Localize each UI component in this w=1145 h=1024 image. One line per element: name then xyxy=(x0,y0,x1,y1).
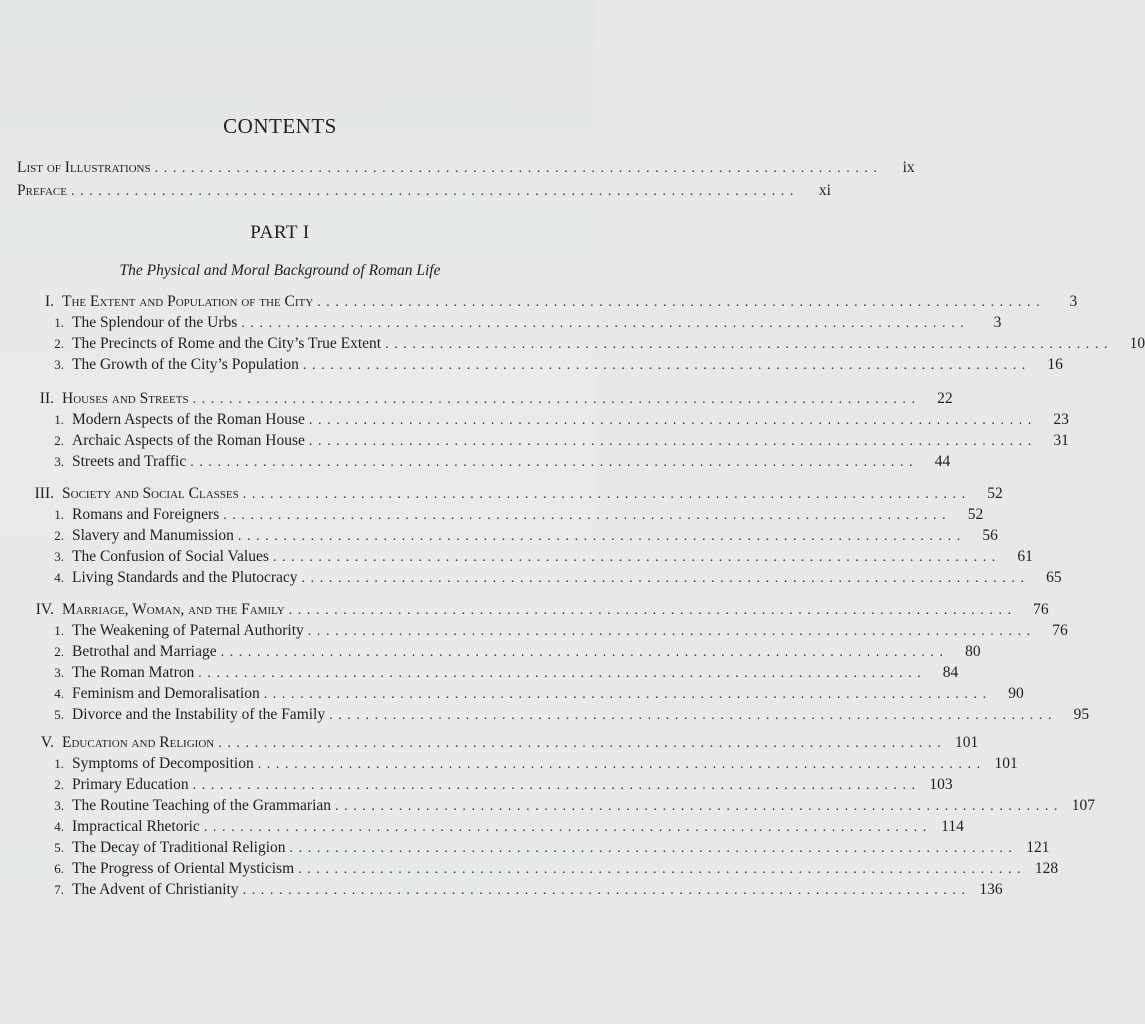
section-title: The Routine Teaching of the Grammarian xyxy=(72,797,332,814)
page-number: 3 xyxy=(993,314,1002,331)
section-number: 3. xyxy=(54,798,64,813)
page-number: 61 xyxy=(1017,548,1033,565)
section-title: Archaic Aspects of the Roman House xyxy=(72,432,305,449)
section-title: Modern Aspects of the Roman House xyxy=(72,411,305,428)
section-title: Betrothal and Marriage xyxy=(72,643,217,660)
chapter-number: III. xyxy=(34,485,54,502)
section-number: 4. xyxy=(54,686,64,701)
chapter-row[interactable] xyxy=(8,484,1003,504)
section-row[interactable] xyxy=(0,705,1090,725)
leader-dots: ................................................................................ xyxy=(272,550,1001,565)
leader-dots: ................................................................................ xyxy=(257,757,986,772)
leader-dots: ................................................................................ xyxy=(385,337,1114,352)
front-matter-row[interactable] xyxy=(17,181,831,201)
leader-dots: ................................................................................ xyxy=(237,529,966,544)
entry-title: List of Illustrations xyxy=(17,159,151,176)
section-row[interactable] xyxy=(0,663,959,683)
chapter-number: I. xyxy=(44,293,54,310)
leader-dots: ................................................................................ xyxy=(192,778,921,793)
chapter-row[interactable] xyxy=(8,292,1078,312)
chapter-row[interactable] xyxy=(8,389,953,409)
page-number: 121 xyxy=(1026,839,1050,856)
page-number: 56 xyxy=(982,527,998,544)
page-number: 128 xyxy=(1034,860,1059,877)
leader-dots: ................................................................................ xyxy=(301,571,1030,586)
section-number: 4. xyxy=(54,819,64,834)
page-number: 31 xyxy=(1053,432,1069,449)
section-title: The Advent of Christianity xyxy=(72,881,239,898)
section-title: The Progress of Oriental Mysticism xyxy=(72,860,295,877)
chapter-number: V. xyxy=(40,734,54,751)
leader-dots: ................................................................................ xyxy=(223,508,952,523)
page-number: 103 xyxy=(929,776,953,793)
part-heading: PART I xyxy=(250,222,310,243)
page-number: 101 xyxy=(994,755,1018,772)
page-number: 76 xyxy=(1052,622,1068,639)
page-number: 80 xyxy=(965,643,981,660)
page-number: 114 xyxy=(941,818,964,835)
leader-dots: ................................................................................ xyxy=(308,434,1037,449)
section-row[interactable] xyxy=(0,355,1063,375)
entry-title: Preface xyxy=(17,182,67,199)
leader-dots: ................................................................................ xyxy=(242,883,971,898)
section-number: 1. xyxy=(54,756,64,771)
leader-dots: ................................................................................ xyxy=(288,603,1017,618)
section-number: 3. xyxy=(54,454,64,469)
page-number: 52 xyxy=(967,506,984,523)
leader-dots: ................................................................................ xyxy=(190,455,919,470)
section-title: The Roman Matron xyxy=(72,664,195,681)
section-title: Symptoms of Decomposition xyxy=(72,755,254,772)
leader-dots: ................................................................................ xyxy=(317,295,1046,310)
section-row[interactable] xyxy=(0,775,953,795)
section-row[interactable] xyxy=(0,796,1096,816)
section-row[interactable] xyxy=(0,547,1033,567)
section-number: 3. xyxy=(54,549,64,564)
page-number: 65 xyxy=(1046,569,1062,586)
chapter-row[interactable] xyxy=(8,600,1049,620)
chapter-title: Marriage, Woman, and the Family xyxy=(62,601,285,618)
section-number: 7. xyxy=(54,882,64,897)
section-number: 2. xyxy=(54,336,64,351)
page-number: 52 xyxy=(987,485,1003,502)
section-number: 1. xyxy=(54,623,64,638)
section-title: Primary Education xyxy=(72,776,189,793)
section-number: 2. xyxy=(54,777,64,792)
page-number: 22 xyxy=(937,390,953,407)
section-title: Streets and Traffic xyxy=(72,453,187,470)
leader-dots: ................................................................................ xyxy=(203,820,932,835)
section-row[interactable] xyxy=(0,684,1024,704)
page-number: 95 xyxy=(1073,706,1090,723)
section-number: 5. xyxy=(54,840,64,855)
page-number: 3 xyxy=(1069,293,1078,310)
section-number: 1. xyxy=(54,315,64,330)
section-title: The Weakening of Paternal Authority xyxy=(72,622,304,639)
page-number: 107 xyxy=(1071,797,1096,814)
page-number: 23 xyxy=(1053,411,1069,428)
section-title: Feminism and Demoralisation xyxy=(72,685,260,702)
page-number: 136 xyxy=(979,881,1003,898)
leader-dots: ................................................................................ xyxy=(302,358,1031,373)
section-row[interactable] xyxy=(0,880,1003,900)
section-number: 5. xyxy=(54,707,64,722)
section-row[interactable] xyxy=(0,410,1069,430)
leader-dots: ................................................................................ xyxy=(192,392,921,407)
section-title: Living Standards and the Plutocracy xyxy=(72,569,298,586)
section-row[interactable] xyxy=(0,568,1062,588)
leader-dots: ................................................................................ xyxy=(241,316,970,331)
chapter-number: IV. xyxy=(35,601,54,618)
page-number: xi xyxy=(818,182,831,199)
leader-dots: ................................................................................ xyxy=(308,413,1037,428)
section-title: The Splendour of the Urbs xyxy=(72,314,238,331)
section-row[interactable] xyxy=(0,526,998,546)
section-title: Divorce and the Instability of the Family xyxy=(72,706,326,723)
leader-dots: ................................................................................ xyxy=(289,841,1018,856)
section-title: Slavery and Manumission xyxy=(72,527,234,544)
leader-dots: ................................................................................ xyxy=(198,666,927,681)
chapter-title: The Extent and Population of the City xyxy=(62,293,314,310)
leader-dots: ................................................................................ xyxy=(307,624,1036,639)
page-number: 101 xyxy=(954,734,979,751)
section-row[interactable] xyxy=(0,334,1145,354)
section-row[interactable] xyxy=(0,859,1059,879)
page-number: 90 xyxy=(1008,685,1024,702)
section-row[interactable] xyxy=(0,452,951,472)
section-title: The Decay of Traditional Religion xyxy=(72,839,286,856)
leader-dots: ................................................................................ xyxy=(298,862,1027,877)
page-number: 44 xyxy=(934,453,951,470)
chapter-title: Society and Social Classes xyxy=(62,485,239,502)
page-number: 76 xyxy=(1033,601,1049,618)
section-number: 3. xyxy=(54,665,64,680)
chapter-title: Houses and Streets xyxy=(62,390,189,407)
front-matter-row[interactable] xyxy=(17,158,915,178)
leader-dots: ................................................................................ xyxy=(242,487,971,502)
page-number: ix xyxy=(902,159,915,176)
leader-dots: ................................................................................ xyxy=(70,184,799,199)
section-row[interactable] xyxy=(0,754,1018,774)
section-title: Impractical Rhetoric xyxy=(72,818,200,835)
contents-heading: CONTENTS xyxy=(223,114,337,138)
section-row[interactable] xyxy=(0,642,981,662)
section-number: 2. xyxy=(54,644,64,659)
page-number: 10 xyxy=(1129,335,1145,352)
section-title: The Confusion of Social Values xyxy=(72,548,269,565)
section-row[interactable] xyxy=(0,313,1002,333)
leader-dots: ................................................................................ xyxy=(263,687,992,702)
section-title: The Growth of the City’s Population xyxy=(72,356,299,373)
section-number: 6. xyxy=(54,861,64,876)
section-row[interactable] xyxy=(0,505,984,525)
section-row[interactable] xyxy=(0,817,964,837)
section-title: The Precincts of Rome and the City’s True Extent xyxy=(72,335,382,352)
section-number: 2. xyxy=(54,433,64,448)
section-number: 1. xyxy=(54,412,64,427)
page-number: 84 xyxy=(942,664,959,681)
section-row[interactable] xyxy=(0,431,1069,451)
section-number: 3. xyxy=(54,357,64,372)
part-subtitle: The Physical and Moral Background of Roman Life xyxy=(119,262,441,279)
chapter-title: Education and Religion xyxy=(62,734,215,751)
leader-dots: ................................................................................ xyxy=(218,736,947,751)
leader-dots: ................................................................................ xyxy=(154,161,883,176)
page-number: 16 xyxy=(1047,356,1063,373)
section-number: 4. xyxy=(54,570,64,585)
section-number: 1. xyxy=(54,507,64,522)
section-title: Romans and Foreigners xyxy=(72,506,220,523)
section-number: 2. xyxy=(54,528,64,543)
leader-dots: ................................................................................ xyxy=(220,645,949,660)
section-row[interactable] xyxy=(0,838,1050,858)
leader-dots: ................................................................................ xyxy=(329,708,1058,723)
leader-dots: ................................................................................ xyxy=(335,799,1064,814)
section-row[interactable] xyxy=(0,621,1068,641)
chapter-row[interactable] xyxy=(8,733,979,753)
chapter-number: II. xyxy=(39,390,54,407)
